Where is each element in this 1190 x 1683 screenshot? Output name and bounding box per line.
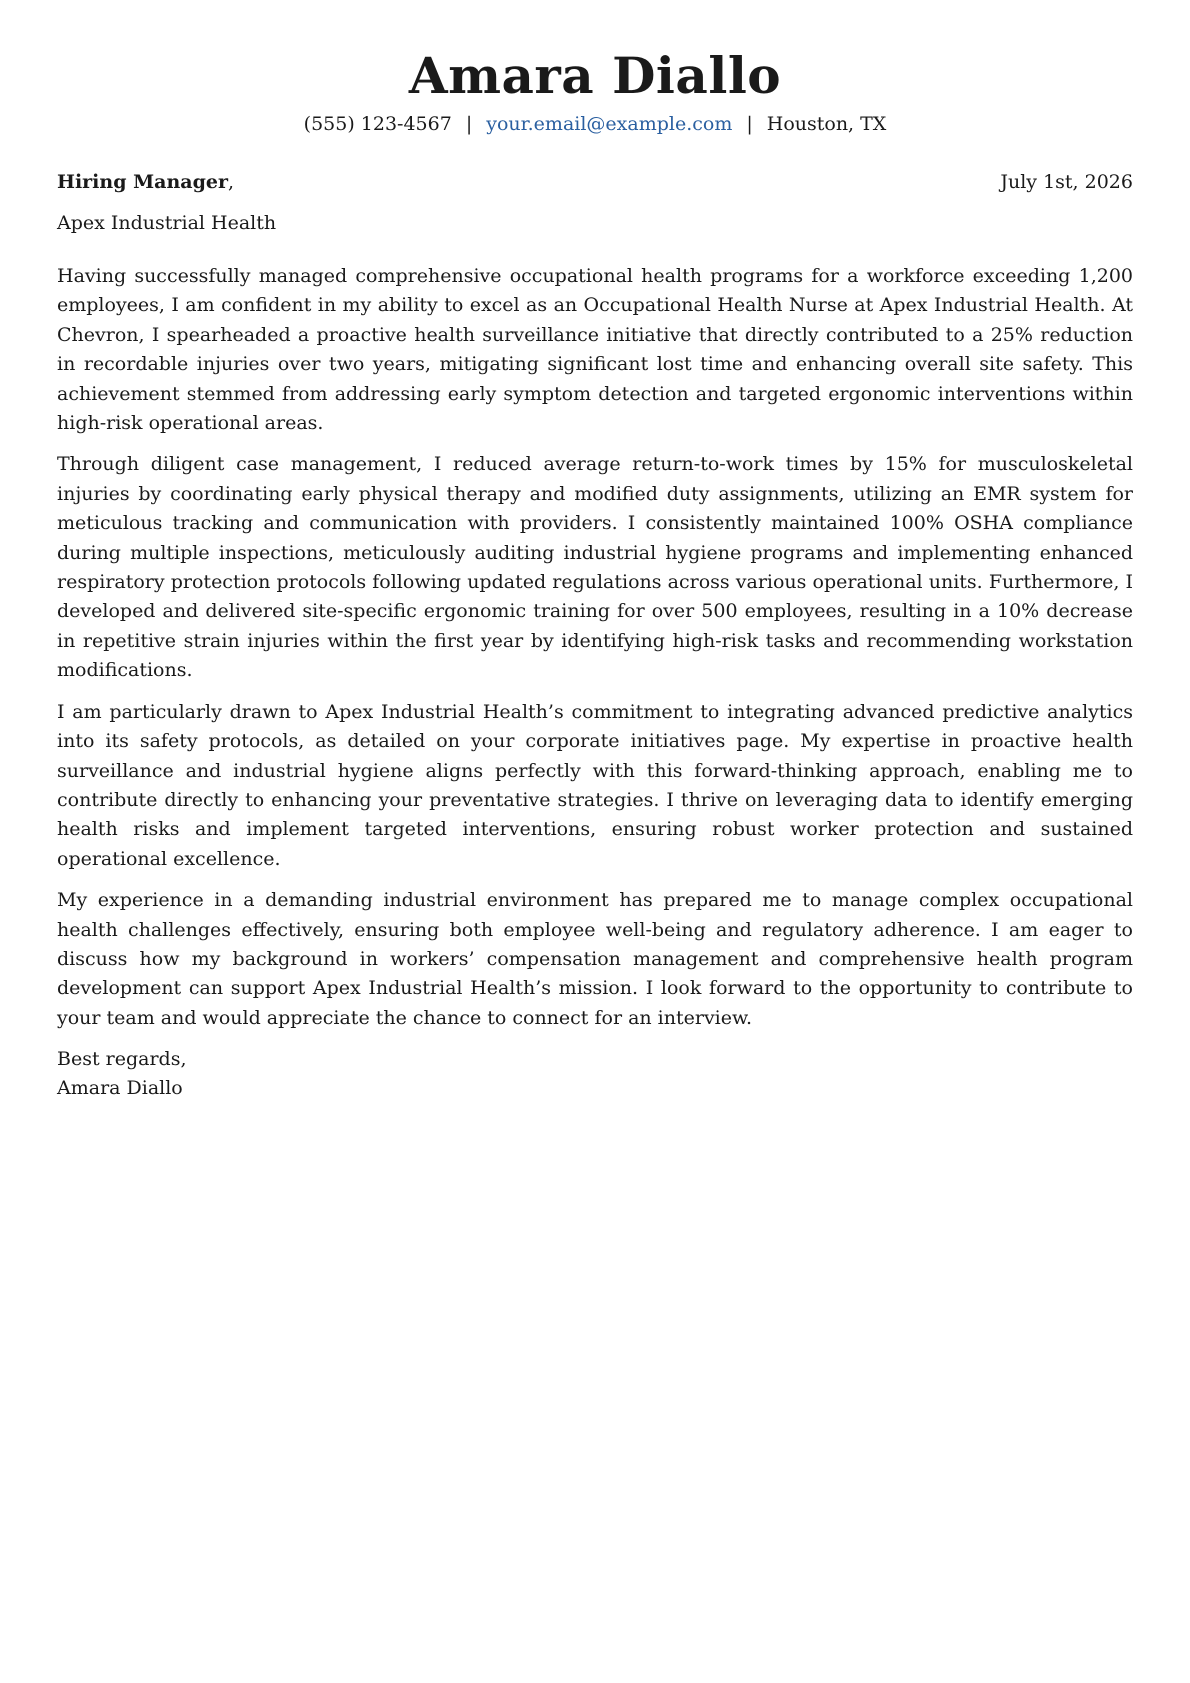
address-row — [57, 170, 1133, 194]
contact-separator: | — [465, 113, 473, 135]
phone-number: (555) 123-4567 — [303, 113, 452, 135]
contact-line — [57, 112, 1133, 136]
signature-name: Amara Diallo — [57, 1077, 183, 1100]
salutation-punct: , — [227, 171, 235, 193]
applicant-name: Amara Diallo — [408, 46, 782, 105]
closing-block — [57, 1045, 1133, 1103]
email-link[interactable]: your.email@example.com — [486, 113, 733, 135]
body-paragraph: Through diligent case management, I reduced average return-to-work times by 15% for musculoskeletal injuries by coordinating early physical therapy and modified duty assignments, utilizing an EMR system for meticulous tracking and communication with providers. I consistently maintained 100% OSHA compliance during multiple inspections, meticulously auditing industrial hygiene programs and implementing enhanced respiratory protection protocols following updated regulations across various operational units. Furthermore, I developed and delivered site-specific ergonomic training for over 500 employees, resulting in a 10% decrease in repetitive strain injuries within the first year by identifying high-risk tasks and recommending workstation modifications. — [57, 453, 1133, 682]
body-paragraph: I am particularly drawn to Apex Industrial Health’s commitment to integrating advanced predictive analytics into its safety protocols, as detailed on your corporate initiatives page. My expertise in proactive health surveillance and industrial hygiene aligns perfectly with this forward-thinking approach, enabling me to contribute directly to enhancing your preventative strategies. I thrive on leveraging data to identify emerging health risks and implement targeted interventions, ensuring robust worker protection and sustained operational excellence. — [57, 700, 1133, 870]
recipient-company: Apex Industrial Health — [57, 212, 277, 234]
letter-body — [57, 262, 1133, 1033]
body-paragraph: Having successfully managed comprehensive occupational health programs for a workforce exceeding 1,200 employees, I am confident in my ability to excel as an Occupational Health Nurse at Apex Industrial Health. At Chevron, I spearheaded a proactive health surveillance initiative that directly contributed to a 25% reduction in recordable injuries over two years, mitigating significant lost time and enhancing overall site safety. This achievement stemmed from addressing early symptom detection and targeted ergonomic interventions within high-risk operational areas. — [57, 265, 1133, 435]
salutation — [57, 170, 234, 194]
recipient-title: Hiring Manager — [57, 171, 228, 193]
valediction: Best regards, — [57, 1048, 187, 1071]
body-paragraph: My experience in a demanding industrial environment has prepared me to manage complex occupational health challenges effectively, ensuring both employee well-being and regulatory adherence. I am eager to discuss how my background in workers’ compensation management and comprehensive health program development can support Apex Industrial Health’s mission. I look forward to the opportunity to contribute to your team and would appreciate the chance to connect for an interview. — [57, 889, 1133, 1029]
location: Houston, TX — [766, 113, 887, 135]
contact-separator: | — [746, 113, 753, 135]
cover-letter-page — [57, 0, 1133, 1103]
letter-date: July 1st, 2026 — [1000, 171, 1133, 193]
